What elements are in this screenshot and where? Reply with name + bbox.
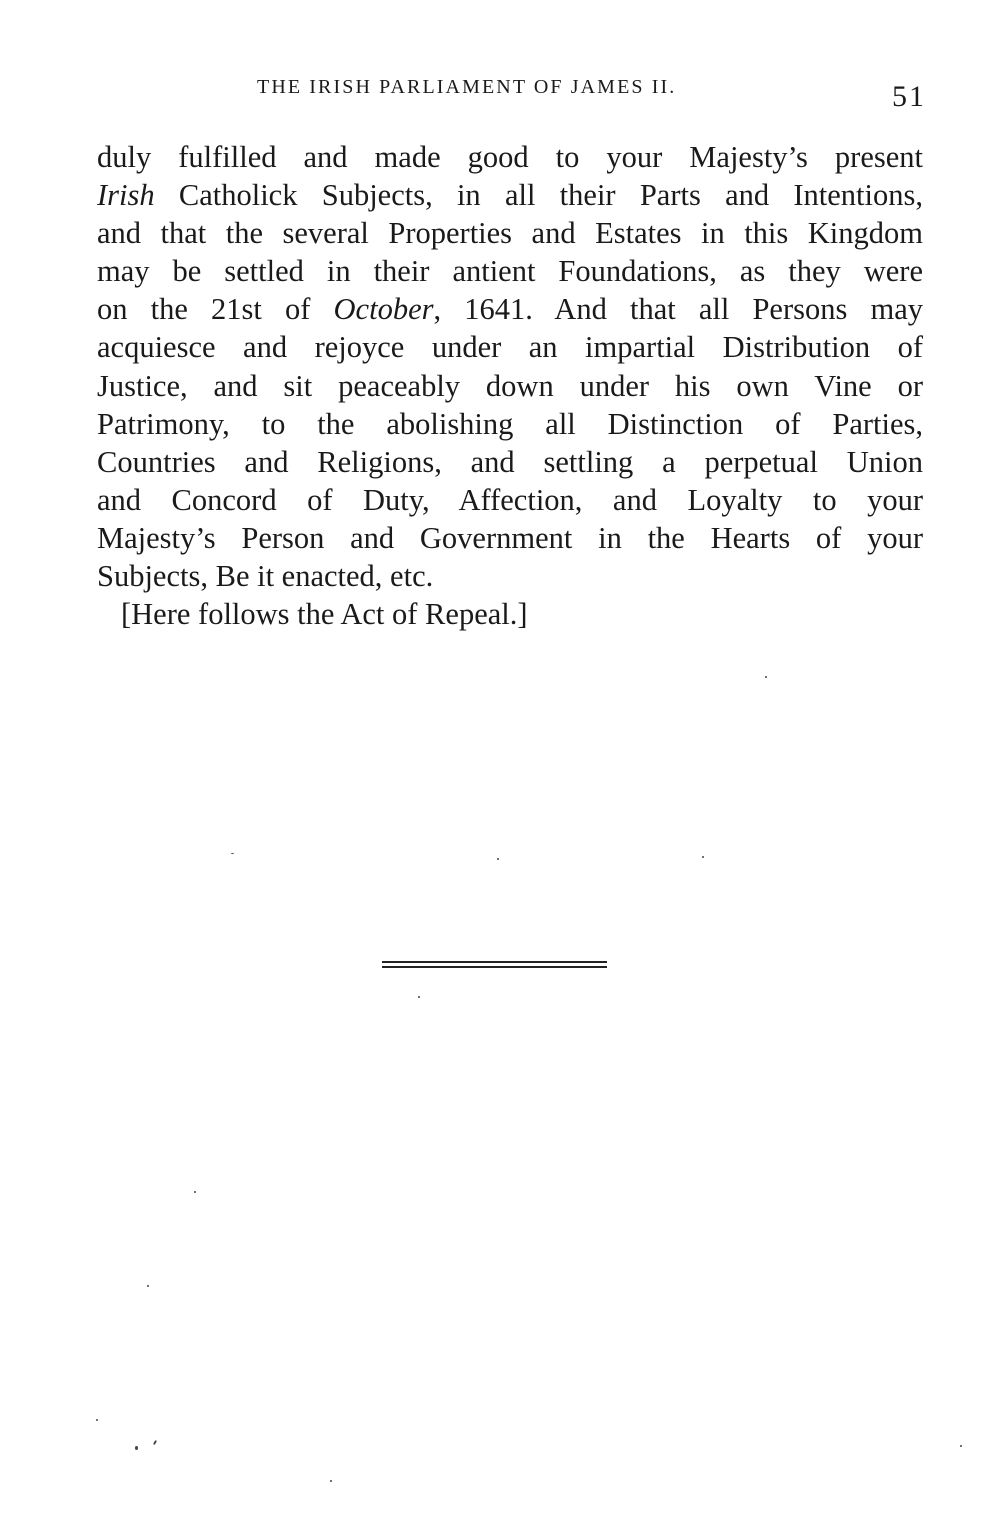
text-line: Majesty’s Person and Government in the Hearts of your <box>97 520 923 555</box>
scan-speck <box>135 1446 138 1450</box>
text-line: Countries and Religions, and settling a perpetual Union <box>97 444 923 479</box>
text-line: on the 21st of October, 1641. And that all Persons may <box>97 292 923 327</box>
body-text <box>97 138 923 633</box>
italic-word: Irish <box>97 178 155 213</box>
scan-speck <box>418 996 420 998</box>
text-line: and Concord of Duty, Affection, and Loyalty to your <box>97 482 923 517</box>
scan-speck <box>147 1285 149 1287</box>
scan-speck <box>194 1191 196 1193</box>
scan-speck <box>231 853 234 854</box>
italic-word: October <box>333 292 434 327</box>
scan-speck <box>153 1440 157 1445</box>
text-line: Justice, and sit peaceably down under his own Vine or <box>97 368 923 403</box>
bracket-note: [Here follows the Act of Repeal.] <box>121 597 528 632</box>
scan-speck <box>96 1419 98 1421</box>
text-line: duly fulfilled and made good to your Majesty’s present <box>97 140 923 174</box>
scan-speck <box>702 856 704 858</box>
text-line: Irish Catholick Subjects, in all their Parts and Intentions, <box>97 178 923 213</box>
text-line: Subjects, Be it enacted, etc. <box>97 559 434 594</box>
text-line: and that the several Properties and Estates in this Kingdom <box>97 216 923 251</box>
rule-line-top <box>382 961 607 963</box>
scan-speck <box>330 1480 332 1482</box>
section-end-double-rule <box>382 961 607 968</box>
scan-speck <box>765 676 767 678</box>
page-number: 51 <box>892 80 926 113</box>
running-head-title: THE IRISH PARLIAMENT OF JAMES II. <box>257 76 677 98</box>
rule-line-bottom <box>382 966 607 968</box>
text-line: Patrimony, to the abolishing all Distinction of Parties, <box>97 406 923 441</box>
text-line: may be settled in their antient Foundations, as they were <box>97 254 923 289</box>
scan-speck <box>497 858 499 860</box>
scan-speck <box>960 1445 962 1447</box>
text-line: acquiesce and rejoyce under an impartial Distribution of <box>97 330 923 365</box>
